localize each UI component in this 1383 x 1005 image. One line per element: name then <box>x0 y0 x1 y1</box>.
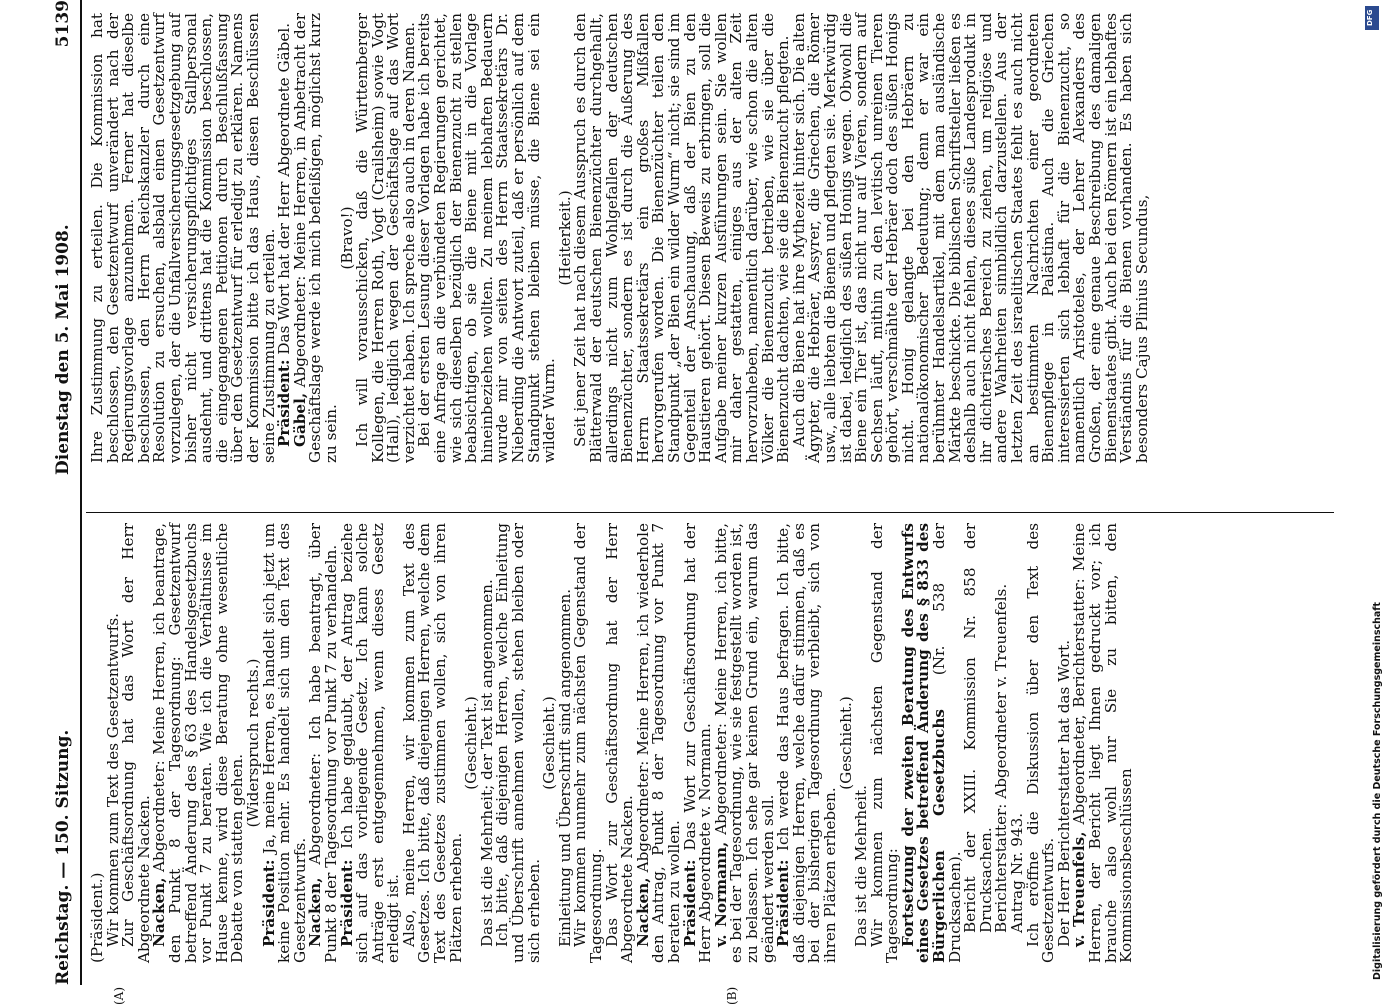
paragraph-text: Ich eröffne die Diskussion über den Text des Gesetzentwurfs. <box>1023 523 1058 963</box>
digitization-credit <box>1360 0 1383 1000</box>
paragraph-text: Ich will vorausschicken, daß die Württemberger Kollegen, die Herren Roth, Vogt (Crailsheim) sowie Vogt (Hall), lediglich wegen der Geschäftslage auf das Wort verzichtet haben. Ich spreche also auch in deren Namen. <box>353 13 418 463</box>
paragraph <box>495 523 542 963</box>
paragraph <box>963 523 994 963</box>
paragraph-text: Ich werde das Haus befragen. Ich bitte, daß diejenigen Herren, welche dafür stimmen, daß es bei der bisherigen Tagesordnung verbleibt, sich von ihren Plätzen erheben. <box>774 523 839 963</box>
credit-text: Digitalisierung gefördert durch die Deutsche Forschungsgemeinschaft <box>1372 602 1383 980</box>
speaker-name: Präsident: <box>680 859 699 947</box>
paragraph-text: (Heiterkeit.) <box>555 190 574 286</box>
paragraph <box>711 523 777 963</box>
paragraph-text: (Geschieht.) <box>462 696 481 790</box>
paragraph-text: Auch die Biene hat ihre Mythezeit hinter sich. Die alten Ägypter, die Hebräer, Assyrer, die Griechen, die Römer usw., alle liebten die Bienen und pflegten sie. Merkwürdig ist dabei, lediglich des süßen Honigs wegen. Obwohl die Biene ein Tier ist, das nicht nur auf Vieren, sondern auf Sechsen läuft, mithin zu den levitisch unreinen Tieren gehört, verschmähte der Hebräer doch des süßen Honigs nicht. Honig gelangte bei den Hebräern zu nationalökonomischer Bedeutung; denn er war ein berühmter Handelsartikel, mit dem man ausländische Märkte beschickte. Die biblischen Schriftsteller ließen es deshalb auch nicht fehlen, dieses süße Landesprodukt in ihr dichterisches Bereich zu ziehen, um religiöse und andere Wahrheiten sinnbildlich darzustellen. Aus der letzten Zeit des israelitischen Staates fehlt es auch nicht an bestimmten Nachrichten einer geordneten Bienenpflege in Palästina. Auch die Griechen interessierten sich lebhaft für die Bienenzucht, so namentlich Aristoteles, der Lehrer Alexanders des Großen, der eine genaue Beschreibung des damaligen Bienenstaates gibt. Auch bei den Römern ist ein lebhaftes Verständnis für die Bienen vorhanden. Es haben sich besonders Cajus Plinius Secundus, <box>789 13 1151 463</box>
paragraph <box>602 523 637 963</box>
paragraph-text: Ja, meine Herren, es handelt sich jetzt um keine Position mehr. Es handelt sich um den Text des Gesetzentwurfs. <box>259 523 309 963</box>
page-number: 5139 <box>53 0 73 48</box>
right-column <box>90 13 1330 463</box>
speaker-name: Nacken, <box>150 877 169 947</box>
paragraph <box>308 523 339 963</box>
paragraph <box>399 523 465 963</box>
paragraph <box>680 523 715 963</box>
speaker-name: Präsident: <box>774 859 793 947</box>
paragraph-text: Abgeordneter: Meine Herren, ich beantrage, den Punkt 8 der Tagesordnung: Gesetzentwurf betreffend Änderung des § 63 des Handelsgesetzbuchs vor Punkt 7 zu beraten. Wie ich die Verhältnisse im Hause kenne, wird diese Beratung ohne wesentliche Debatte von statten gehen. <box>150 523 247 963</box>
speaker-name: v. Treuenfels, <box>1070 831 1089 947</box>
page-header <box>50 0 82 985</box>
column-divider <box>86 512 1334 513</box>
paragraph <box>417 13 557 463</box>
paragraph-text: Seit jener Zeit hat nach diesem Ausspruch es durch den Blätterwald der deutschen Bienenzüchter durchgehallt, allerdings nicht zum Wohlgefallen der deutschen Bienenzüchter, sondern es ist durch die Äußerung des Herrn Staatssekretärs ein großes Mißfallen hervorgerufen worden. Die Bienenzüchter teilen den Standpunkt „der Bien ein wilder Wurm“ nicht; sie sind im Gegenteil der Anschauung, daß der Bien zu den Haustieren gehört. Diesen Beweis zu erbringen, soll die Aufgabe meiner kurzen Ausführungen sein. Sie wollen mir daher gestatten, einiges aus der alten Zeit hervorzuheben, namentlich darüber, wie schon die alten Völker die Bienenzucht betrieben, wie sie über die Bienenzucht dachten, wie sie die Bienenzucht pflegten. <box>571 13 793 463</box>
paragraph-text: Berichterstatter: Abgeordneter v. Treuenfels. <box>992 583 1011 933</box>
paragraph-text: Einleitung und Überschrift sind angenommen. <box>555 588 574 947</box>
paragraph-text: Der Herr Berichterstatter hat das Wort. <box>1054 639 1073 947</box>
paragraph <box>337 523 403 963</box>
paragraph-text: Also, meine Herren, wir kommen zum Text des Gesetzes. Ich bitte, daß diejenigen Herren, welche dem Text des Gesetzes zustimmen wollen, sich von ihren Plätzen erheben. <box>399 523 465 963</box>
paragraph-text: Das Wort zur Geschäftsordnung hat der Herr Abgeordnete Nacken. <box>602 523 637 963</box>
margin-mark-a: (A) <box>112 986 126 1005</box>
header-date: Dienstag den 5. Mai 1908. <box>53 224 73 475</box>
paragraph-text: Das Wort hat der Herr Abgeordnete Gäbel. <box>275 22 294 360</box>
paragraph-text: Wir kommen zum nächsten Gegenstand der Tagesordnung: <box>867 523 902 963</box>
paragraph-text: Abgeordneter: Ich habe beantragt, über Punkt 8 der Tagesordnung vor Punkt 7 zu verhandeln. <box>306 523 340 963</box>
paragraph <box>1023 523 1058 963</box>
speaker-name: Nacken, <box>633 877 652 947</box>
paragraph-text: Wir kommen zum Text des Gesetzentwurfs. <box>103 613 122 947</box>
paragraph-text: Bericht der XXIII. Kommission Nr. 858 der Drucksachen. <box>961 523 995 933</box>
dfg-logo <box>1365 6 1379 30</box>
paragraph-text: Abgeordneter: Meine Herren, in Anbetracht der Geschäftslage werde ich mich befleißigen, möglichst kurz zu sein. <box>290 13 340 463</box>
paragraph <box>867 523 902 963</box>
paragraph <box>259 523 309 963</box>
paragraph-text: (Geschieht.) <box>836 696 855 790</box>
speaker-name: Präsident: <box>337 859 356 947</box>
paragraph-text: Ich bitte, daß diejenigen Herren, welche Einleitung und Überschrift annehmen wollen, stehen bleiben oder sich erheben. <box>493 523 543 963</box>
paragraph <box>355 13 417 463</box>
paragraph-text: (Widerspruch rechts.) <box>243 658 262 828</box>
speaker-name: v. Normann, <box>711 841 730 947</box>
dfg-logo-text: DFG <box>1366 9 1374 26</box>
paragraph-text: Zur Geschäftsordnung hat das Wort der Herr Abgeordnete Nacken. <box>119 523 153 963</box>
speaker-name: Präsident: <box>259 859 278 947</box>
paragraph-text: Ich habe geglaubt, der Antrag beziehe sich auf das vorliegende Gesetz. Ich kann solche Anträge erst entgegennehmen, wenn dieses Gesetz erledigt ist. <box>337 523 403 963</box>
paragraph-text: Ihre Zustimmung zu erteilen. Die Kommission hat beschlossen, den Gesetzentwurf unverändert nach der Regierungsvorlage anzunehmen. Ferner hat dieselbe beschlossen, den Herrn Reichskanzler durch eine Resolution zu ersuchen, alsbald einen Gesetzentwurf vorzulegen, der die Unfallversicherungsgesetzgebung auf bisher nicht versicherungspflichtiges Stallpersonal ausdehnt, und drittens hat die Kommission beschlossen, die eingegangenen Petitionen durch Beschlußfassung über den Gesetzentwurf für erledigt zu erklären. Namens der Kommission bitte ich das Haus, diesen Beschlüssen seine Zustimmung zu erteilen. <box>88 13 278 463</box>
paragraph-text: Abgeordneter, Berichterstatter: Meine Herren, der Bericht liegt Ihnen gedruckt vor; ich brauche also wohl nur Sie zu bitten, den Kommissionsbeschlüssen <box>1070 522 1136 963</box>
paragraph <box>573 523 604 963</box>
paragraph-text: Das ist die Mehrheit. <box>852 785 871 947</box>
paragraph <box>290 13 340 463</box>
left-column <box>90 523 1330 963</box>
paragraph-text: (Nr. 538 der Drucksachen). <box>930 523 964 963</box>
speaker-name: Fortsetzung der zweiten Beratung des Entwurfs eines Gesetzes betreffend Änderung des § 833 des Bürgerlichen Gesetzbuchs <box>898 523 949 963</box>
paragraph <box>633 523 683 963</box>
paragraph-text: Das ist die Mehrheit; der Text ist angenommen. <box>477 579 496 947</box>
paragraph <box>573 13 791 463</box>
paragraph-text: Antrag Nr. 943. <box>1008 812 1027 933</box>
paragraph-text: Wir kommen nunmehr zum nächsten Gegenstand der Tagesordnung. <box>571 523 605 963</box>
paragraph <box>152 523 246 963</box>
paragraph-text: Bei der ersten Lesung dieser Vorlagen habe ich bereits eine Anfrage an die verbündeten Regierungen gerichtet, wie sich dieselben bezüglich der Bienenzucht zu stellen beabsichtigen, ob sie die Biene mit in die Vorlage hineinbeziehen wollten. Zu meinem lebhaften Bedauern wurde mir von seiten des Herrn Staatssekretärs Dr. Nieberding die Antwort zuteil, daß er persönlich auf dem Standpunkt stehen bleiben müsse, die Biene sei ein wilder Wurm. <box>415 13 559 463</box>
paragraph-text: (Geschieht.) <box>540 696 559 790</box>
margin-mark-b: (B) <box>725 986 739 1005</box>
paragraph <box>789 13 1151 463</box>
paragraph-text: (Präsident.) <box>88 872 106 963</box>
speaker-name: Gäbel, <box>290 392 309 447</box>
paragraph <box>776 523 838 963</box>
paragraph <box>898 523 964 963</box>
speaker-name: Nacken, <box>306 877 325 947</box>
paragraph <box>90 13 277 463</box>
paragraph-text: (Bravo!) <box>337 206 356 270</box>
document-page <box>50 0 1340 1005</box>
speaker-name: Präsident: <box>275 359 294 447</box>
paragraph-text: Abgeordneter: Meine Herren, ich wiederhole den Antrag, Punkt 8 der Tagesordnung vor Punkt 7 beraten zu wollen. <box>633 523 683 963</box>
header-left: Reichstag. — 150. Sitzung. <box>53 729 73 985</box>
paragraph <box>121 523 152 963</box>
paragraph-text: Abgeordneter: Meine Herren, ich bitte, es bei der Tagesordnung, wie sie festgestellt worden ist, zu belassen. Ich sehe gar keinen Grund ein, warum das geändert werden soll. <box>711 523 777 963</box>
paragraph <box>1072 523 1134 963</box>
paragraph-text: Das Wort zur Geschäftsordnung hat der Herr Abgeordnete v. Normann. <box>680 523 715 963</box>
